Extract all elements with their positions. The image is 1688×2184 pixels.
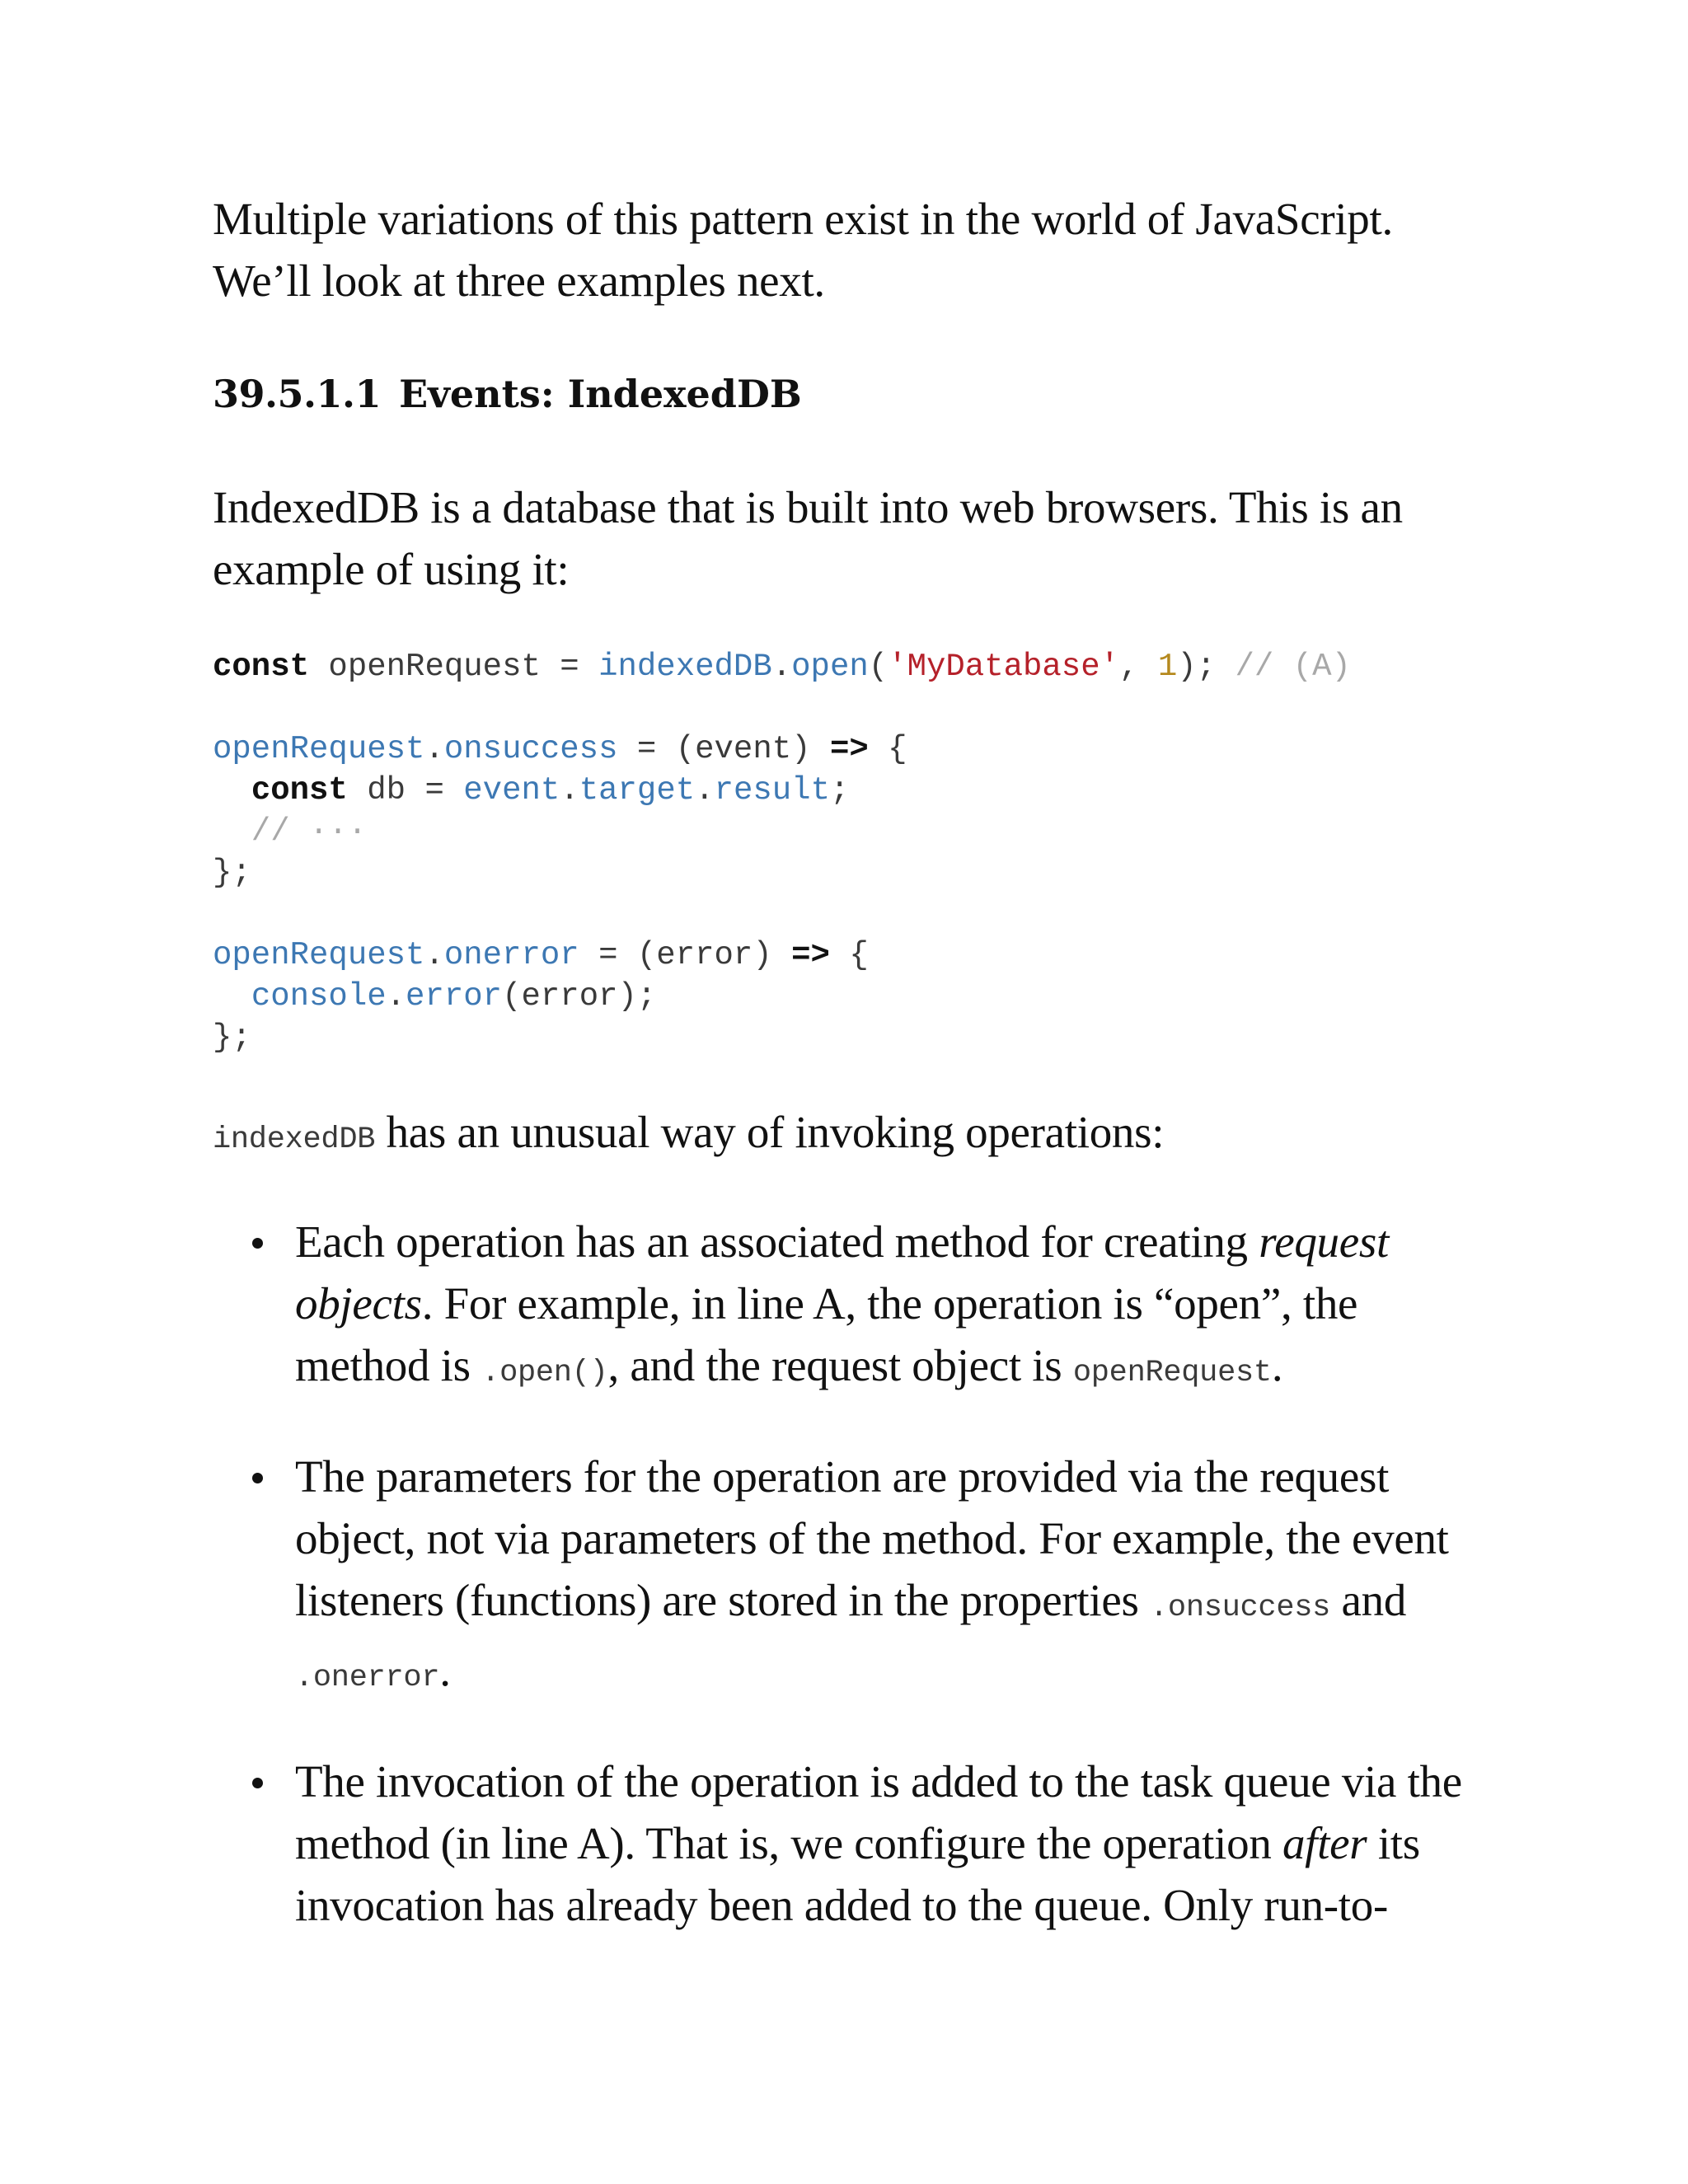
- code-line-3: [213, 729, 1498, 770]
- code-punct: (: [868, 649, 889, 685]
- list-text: Each operation has an associated method for creating: [295, 1216, 1259, 1267]
- list-text: .: [1271, 1340, 1283, 1390]
- code-punct: .: [695, 772, 715, 808]
- section-number: 39.5.1.1: [213, 372, 382, 416]
- code-identifier: open: [791, 649, 869, 685]
- code-text: = (error): [579, 937, 792, 973]
- code-comment: // (A): [1235, 649, 1351, 685]
- code-identifier: result: [714, 772, 830, 808]
- code-identifier: target: [579, 772, 696, 808]
- code-keyword: const: [251, 772, 348, 808]
- emphasis: after: [1282, 1818, 1367, 1868]
- bullet-list: [213, 1211, 1498, 1936]
- code-line-9: [213, 976, 1498, 1017]
- list-text: its invocation has already been added to the queue. Only run-to-: [295, 1818, 1420, 1930]
- code-line-10: [213, 1017, 1498, 1058]
- list-text: .: [439, 1645, 451, 1695]
- code-text: };: [213, 855, 251, 891]
- code-block: [213, 646, 1498, 1058]
- intro-paragraph: Multiple variations of this pattern exist in the world of JavaScript. We’ll look at three examples next.: [213, 194, 1393, 306]
- section-heading: [213, 368, 1498, 420]
- code-arrow: =>: [829, 731, 869, 767]
- list-text: . For example, in line A, the operation is “open”, the method is: [295, 1278, 1358, 1390]
- code-text: openRequest =: [309, 649, 599, 685]
- code-text: };: [213, 1019, 251, 1056]
- list-text: The parameters for the operation are provided via the request object, not via parameters of the method. For example, the event listeners (functions) are stored in the properties: [295, 1451, 1449, 1625]
- code-identifier: openRequest: [213, 731, 425, 767]
- code-arrow: =>: [791, 937, 830, 973]
- code-line-blank: [213, 893, 1498, 935]
- section-title: Events: IndexedDB: [399, 372, 802, 416]
- list-item: [295, 1446, 1498, 1709]
- code-line-1: [213, 646, 1498, 687]
- code-line-4: [213, 770, 1498, 811]
- code-line-6: [213, 852, 1498, 893]
- code-punct: ;: [830, 772, 850, 808]
- inline-code: openRequest: [1072, 1356, 1272, 1390]
- code-punct: ,: [1119, 649, 1158, 685]
- inline-code: .onerror: [295, 1661, 440, 1695]
- code-punct: {: [829, 937, 869, 973]
- bullet-icon: [252, 1778, 263, 1788]
- code-comment: // ···: [213, 813, 368, 850]
- list-item: [295, 1211, 1498, 1404]
- code-text: = (event): [617, 731, 830, 767]
- code-identifier: error: [406, 978, 503, 1015]
- code-line-5: [213, 811, 1498, 852]
- code-identifier: openRequest: [213, 937, 425, 973]
- code-indent: [213, 978, 251, 1015]
- code-punct: .: [560, 772, 579, 808]
- inline-code: .open(): [481, 1356, 608, 1390]
- code-identifier: console: [251, 978, 387, 1015]
- code-text: db =: [347, 772, 464, 808]
- list-text: The invocation of the operation is added to the task queue via the method (in line A). That is, we configure the operation: [295, 1756, 1462, 1868]
- list-text: and: [1330, 1575, 1407, 1625]
- summary-text: has an unusual way of invoking operations:: [375, 1107, 1165, 1157]
- code-number: 1: [1157, 649, 1178, 685]
- code-punct: .: [424, 731, 444, 767]
- code-identifier: indexedDB: [598, 649, 772, 685]
- code-punct: {: [868, 731, 907, 767]
- list-item: [295, 1750, 1498, 1936]
- code-punct: .: [386, 978, 406, 1015]
- code-identifier: onsuccess: [443, 731, 618, 767]
- bullet-icon: [252, 1473, 263, 1483]
- code-punct: );: [1177, 649, 1236, 685]
- page-content: [213, 188, 1498, 1977]
- code-keyword: const: [213, 649, 310, 685]
- code-identifier: event: [463, 772, 560, 808]
- code-string: 'MyDatabase': [888, 649, 1120, 685]
- summary-paragraph: [213, 1101, 1498, 1171]
- code-line-blank: [213, 687, 1498, 729]
- inline-code: .onsuccess: [1150, 1591, 1331, 1625]
- bullet-icon: [252, 1238, 263, 1249]
- inline-code: indexedDB: [213, 1122, 376, 1157]
- code-indent: [213, 772, 251, 808]
- code-text: (error);: [502, 978, 657, 1015]
- description-paragraph: IndexedDB is a database that is built into web browsers. This is an example of using it:: [213, 482, 1403, 594]
- code-punct: .: [771, 649, 792, 685]
- code-identifier: onerror: [443, 937, 579, 973]
- list-text: , and the request object is: [607, 1340, 1073, 1390]
- code-punct: .: [424, 937, 444, 973]
- code-line-8: [213, 935, 1498, 976]
- emphasis: request objects: [295, 1216, 1389, 1329]
